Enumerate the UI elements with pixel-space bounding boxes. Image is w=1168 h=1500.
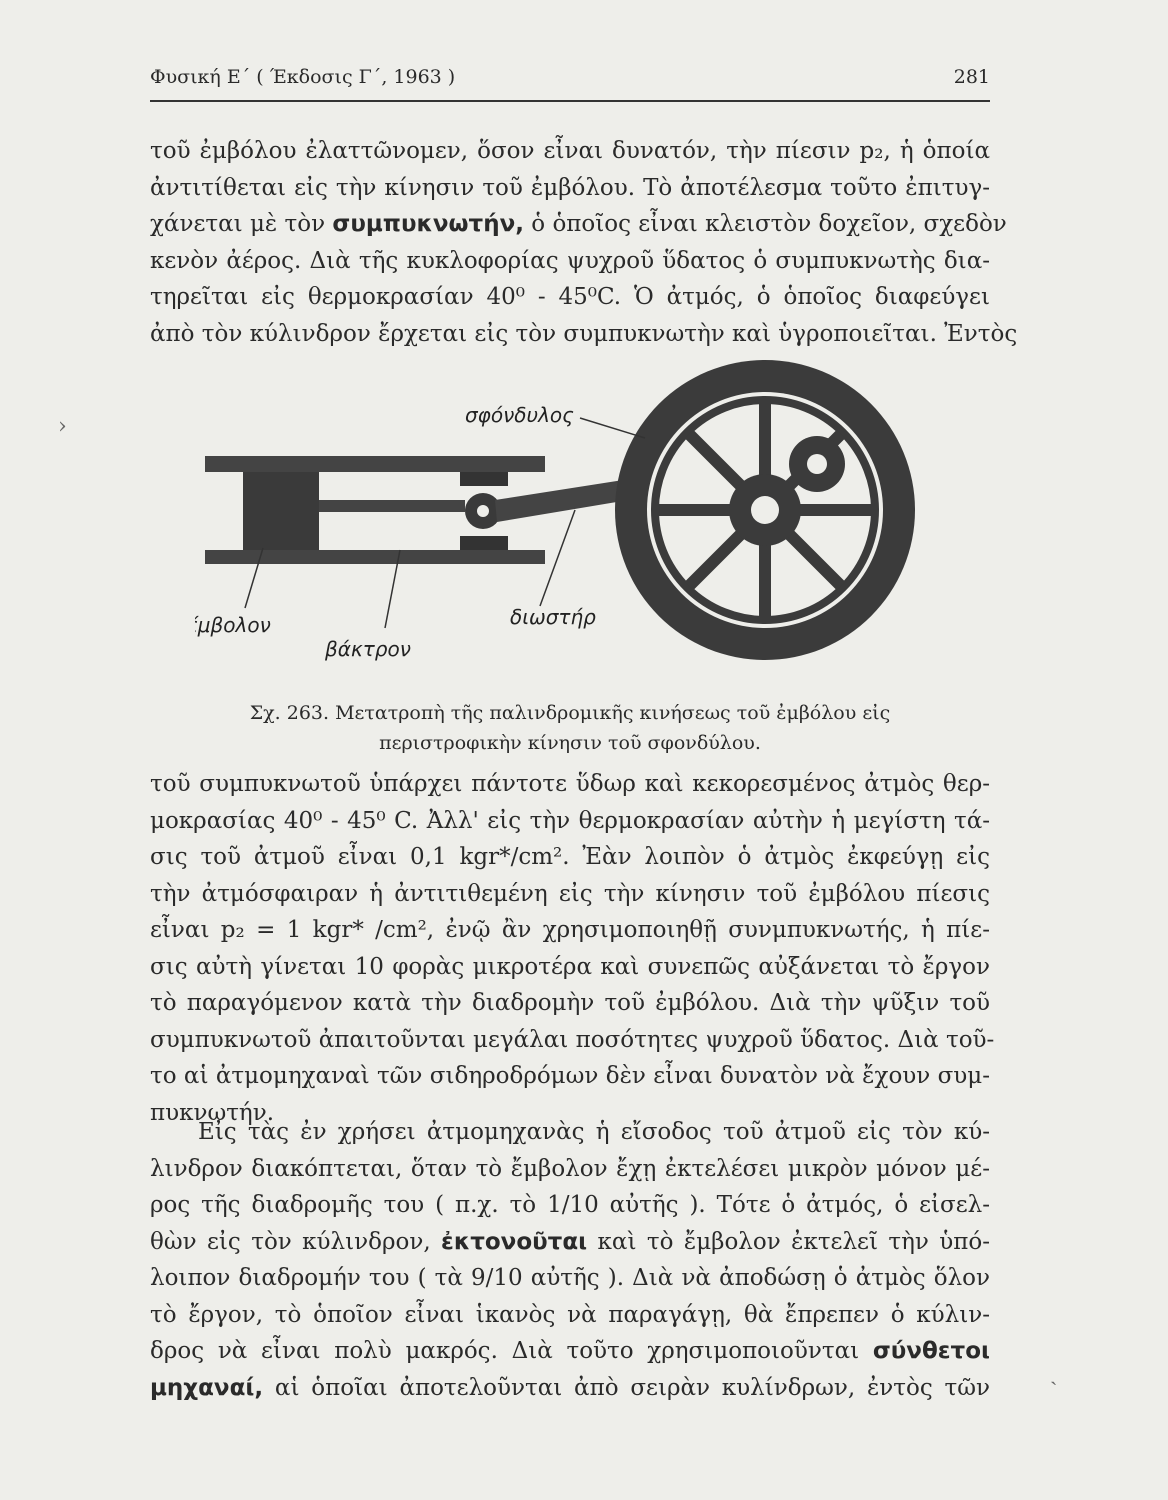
text-line: Εἰς τὰς ἐν χρήσει ἀτμομηχανὰς ἡ εἴσοδος τοῦ ἀτμοῦ εἰς τὸν κύ- bbox=[198, 1119, 990, 1145]
header-title: Φυσική Ε΄ ( Έκδοσις Γ΄, 1963 ) bbox=[150, 66, 456, 88]
bold-term: συμπυκνωτήν, bbox=[332, 211, 524, 237]
bold-term: ἐκτονοῦται bbox=[441, 1228, 588, 1255]
margin-mark: › bbox=[58, 414, 67, 439]
text-line: συμπυκνωτοῦ ἀπαιτοῦνται μεγάλαι ποσότητες ψυχροῦ ὕδατος. Διὰ τοῦ- bbox=[150, 1026, 995, 1053]
bold-term: μηχαναί, bbox=[150, 1374, 264, 1401]
label-piston: ἔμβολον bbox=[195, 613, 271, 637]
caption-line: Σχ. 263. Μετατροπὴ τῆς παλινδρομικῆς κινήσεως τοῦ ἐμβόλου εἰς bbox=[249, 702, 891, 724]
text-line: πυκνωτήν. bbox=[150, 1099, 275, 1126]
text-line: κενὸν ἀέρος. Διὰ τῆς κυκλοφορίας ψυχροῦ ὕδατος ὁ συμπυκνωτὴς δια- bbox=[150, 247, 990, 274]
text-line: τὴν ἀτμόσφαιραν ἡ ἀντιτιθεμένη εἰς τὴν κίνησιν τοῦ ἐμβόλου πίεσις bbox=[150, 880, 990, 907]
steam-engine-diagram bbox=[195, 360, 995, 680]
rod-guide bbox=[305, 472, 319, 550]
cylinder-bottom-wall bbox=[205, 550, 545, 564]
paragraph-2 bbox=[150, 766, 995, 1131]
text-line: τὸ παραγόμενον κατὰ τὴν διαδρομὴν τοῦ ἐμβόλου. Διὰ τὴν ψῦξιν τοῦ bbox=[150, 990, 990, 1016]
text-line: τοῦ συμπυκνωτοῦ ὑπάρχει πάντοτε ὕδωρ καὶ κεκορεσμένος ἀτμὸς θερ- bbox=[150, 771, 990, 797]
text-line: θὼν εἰς τὸν κύλινδρον, ἐκτονοῦται καὶ τὸ ἔμβολον ἐκτελεῖ τὴν ὑπό- bbox=[150, 1228, 990, 1255]
text-line: ἀντιτίθεται εἰς τὴν κίνησιν τοῦ ἐμβόλου. Τὸ ἀποτέλεσμα τοῦτο ἐπιτυγ- bbox=[150, 174, 990, 201]
steam-engine-figure bbox=[195, 360, 995, 680]
header-rule bbox=[150, 100, 990, 102]
text-line: εἶναι p₂ = 1 kgr* /cm², ἐνῷ ἂν χρησιμοποιηθῇ συνμπυκνωτής, ἡ πίε- bbox=[150, 917, 990, 943]
paragraph-3 bbox=[150, 1114, 990, 1406]
label-flywheel: σφόνδυλος bbox=[465, 403, 574, 427]
paragraph-1 bbox=[150, 133, 1018, 352]
text-line: τὸ ἔργον, τὸ ὁποῖον εἶναι ἱκανὸς νὰ παραγάγῃ, θὰ ἔπρεπεν ὁ κύλιν- bbox=[150, 1301, 990, 1328]
cylinder-top-wall bbox=[205, 456, 545, 472]
bold-term: σύνθετοι bbox=[872, 1338, 990, 1364]
text-line: χάνεται μὲ τὸν συμπυκνωτήν, ὁ ὁποῖος εἶναι κλειστὸν δοχεῖον, σχεδὸν bbox=[150, 211, 1007, 237]
flywheel bbox=[615, 360, 915, 660]
text-line: μοκρασίας 40⁰ - 45⁰ C. Ἀλλ' εἰς τὴν θερμοκρασίαν αὐτὴν ἡ μεγίστη τά- bbox=[150, 807, 990, 834]
crosshead-bottom bbox=[460, 536, 508, 550]
text-line: τοῦ ἐμβόλου ἐλαττῶνομεν, ὅσον εἶναι δυνατόν, τὴν πίεσιν p₂, ἡ ὁποία bbox=[150, 138, 990, 164]
figure-caption bbox=[150, 698, 990, 758]
text-line: σις τοῦ ἀτμοῦ εἶναι 0,1 kgr*/cm². Ἐὰν λοιπὸν ὁ ἀτμὸς ἐκφεύγῃ εἰς bbox=[150, 844, 990, 870]
running-header bbox=[150, 66, 990, 96]
text-line: δρος νὰ εἶναι πολὺ μακρός. Διὰ τοῦτο χρησιμοποιοῦνται σύνθετοι bbox=[150, 1338, 990, 1364]
text-line: σις αὐτὴ γίνεται 10 φορὰς μικροτέρα καὶ συνεπῶς αὐξάνεται τὸ ἔργον bbox=[150, 953, 990, 980]
text-line: ρος τῆς διαδρομῆς του ( π.χ. τὸ 1/10 αὐτῆς ). Τότε ὁ ἀτμός, ὁ εἰσελ- bbox=[150, 1192, 990, 1218]
caption-line: περιστροφικὴν κίνησιν τοῦ σφονδύλου. bbox=[379, 732, 761, 754]
piston-rod bbox=[305, 500, 465, 512]
text-line: ἀπὸ τὸν κύλινδρον ἔρχεται εἰς τὸν συμπυκνωτὴν καὶ ὑγροποιεῖται. Ἐντὸς bbox=[150, 320, 1018, 347]
piston bbox=[243, 472, 305, 550]
text-line: το αἱ ἀτμομηχαναὶ τῶν σιδηροδρόμων δὲν εἶναι δυνατὸν νὰ ἔχουν συμ- bbox=[150, 1063, 990, 1089]
crosshead-top bbox=[460, 472, 508, 486]
text-line: τηρεῖται εἰς θερμοκρασίαν 40⁰ - 45⁰C. Ὁ ἀτμός, ὁ ὁποῖος διαφεύγει bbox=[150, 284, 990, 310]
margin-mark: ˎ bbox=[1050, 1361, 1058, 1386]
text-line: λινδρον διακόπτεται, ὅταν τὸ ἔμβολον ἔχῃ ἐκτελέσει μικρὸν μόνον μέ- bbox=[150, 1155, 990, 1182]
text-line: λοιπον διαδρομήν του ( τὰ 9/10 αὐτῆς ). Διὰ νὰ ἀποδώσῃ ὁ ἀτμὸς ὅλον bbox=[150, 1265, 990, 1291]
label-connecting-rod: διωστήρ bbox=[510, 605, 596, 629]
page-number: 281 bbox=[953, 66, 990, 88]
label-rod: βάκτρον bbox=[325, 637, 411, 661]
text-line: μηχαναί, αἱ ὁποῖαι ἀποτελοῦνται ἀπὸ σειρὰν κυλίνδρων, ἐντὸς τῶν bbox=[150, 1374, 990, 1401]
